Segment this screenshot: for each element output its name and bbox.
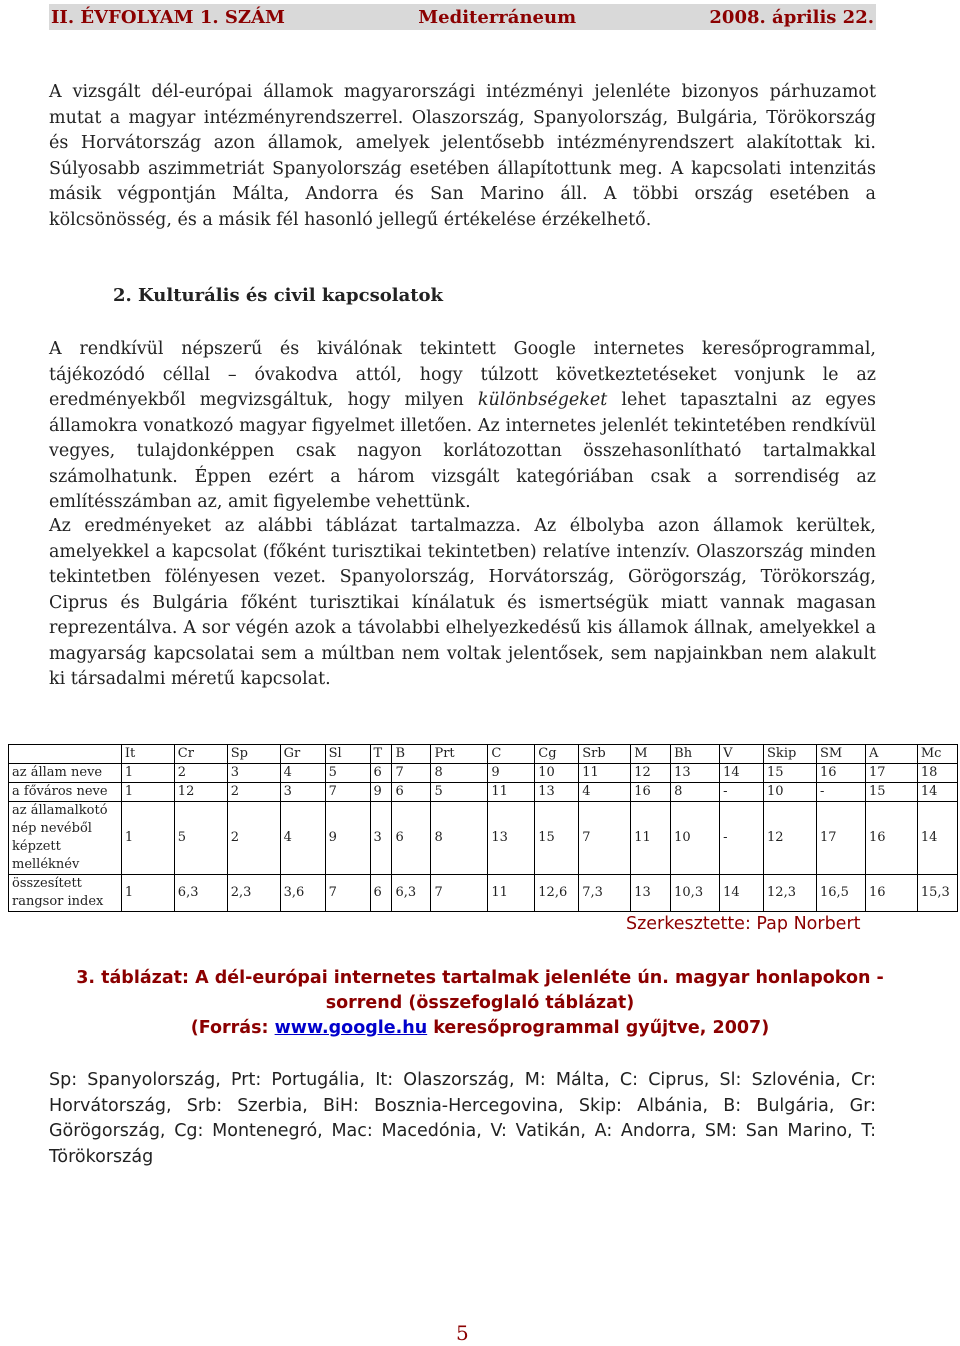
table-cell: 9: [370, 783, 392, 802]
table-cell: 14: [917, 783, 957, 802]
body-paragraph-1: [49, 337, 876, 516]
table-header-row: [9, 745, 958, 764]
table-cell: 14: [917, 802, 957, 875]
table-cell: 10: [671, 802, 720, 875]
table-cell: 15,3: [917, 875, 957, 912]
row-label: a főváros neve: [9, 783, 122, 802]
intro-paragraph: A vizsgált dél-európai államok magyarországi intézményi jelenléte bizonyos párhuzamot mutat a magyar intézményrendszerrel. Olaszország, Spanyolország, Bulgária, Törökország és Horvátország azon államok, amelyek jelentősebb intézményrendszert alakítottak ki. Súlyosabb aszimmetriát Spanyolország esetében állapítottunk meg. A kapcsolati intenzitás másik végpontján Málta, Andorra és San Marino áll. A többi ország esetében a kölcsönösség, és a másik fél hasonló jellegű értékelése érzékelhető.: [49, 82, 876, 230]
table-cell: 8: [431, 802, 488, 875]
table-cell: -: [720, 802, 764, 875]
table-cell: 13: [671, 764, 720, 783]
column-header: SM: [816, 745, 865, 764]
table-cell: 1: [121, 783, 174, 802]
table-cell: 5: [431, 783, 488, 802]
table-cell: 9: [325, 802, 370, 875]
table-body: [9, 764, 958, 912]
column-header: It: [121, 745, 174, 764]
column-header: Sl: [325, 745, 370, 764]
table-cell: 13: [488, 802, 535, 875]
table-row: [9, 875, 958, 912]
table-cell: 16: [816, 764, 865, 783]
column-header: Sp: [227, 745, 280, 764]
table-corner-cell: [9, 745, 122, 764]
table-cell: 9: [488, 764, 535, 783]
column-header: Gr: [280, 745, 325, 764]
table-cell: 3: [370, 802, 392, 875]
table-cell: 6,3: [392, 875, 431, 912]
table-cell: 2: [227, 802, 280, 875]
table-cell: 6: [392, 783, 431, 802]
body-paragraph-2: Az eredményeket az alábbi táblázat tartalmazza. Az élbolyba azon államok kerültek, amelyekkel a kapcsolat (főként turisztikai tekintetben) relatíve intenzív. Olaszország minden tekintetben fölényesen vezet. Spanyolország, Horvátország, Görögország, Törökország, Ciprus és Bulgária főként turisztikai kínálatuk és ismertségük miatt vannak magasan reprezentálva. A sor végén azok a távolabbi elhelyezkedésű kis államok állnak, amelyekkel a magyarság kapcsolatai sem a múltban nem voltak jelentősek, sem napjainkban nem alakult ki társadalmi méretű kapcsolat.: [49, 516, 876, 689]
column-header: Cr: [174, 745, 227, 764]
column-header: M: [631, 745, 671, 764]
table-cell: 15: [535, 802, 579, 875]
table-cell: 2: [174, 764, 227, 783]
table-cell: 16: [865, 802, 917, 875]
body-paragraph-1-end: lehet tapasztalni az egyes államokra vonatkozó magyar figyelmet illetően. Az internetes jelenlét tekintetében rendkívül vegyes, tulajdonképpen csak nagyon korlátozottan összehasonlítható tartalmakkal számolhatunk. Éppen ezért a három vizsgált kategóriában csak a sorrendiség az említésszámban az, amit figyelembe vehettünk.: [49, 390, 876, 512]
table-cell: 10,3: [671, 875, 720, 912]
table-cell: 13: [535, 783, 579, 802]
column-header: B: [392, 745, 431, 764]
editor-credit: Szerkesztette: Pap Norbert: [626, 914, 861, 934]
table-row: [9, 802, 958, 875]
row-label: az államalkotó nép nevéből képzett melléknév: [9, 802, 122, 875]
table-cell: 5: [174, 802, 227, 875]
table-cell: 16: [631, 783, 671, 802]
header-topic: Mediterráneum: [418, 6, 577, 28]
table-cell: 11: [631, 802, 671, 875]
table-row: [9, 783, 958, 802]
page-number: 5: [456, 1321, 469, 1345]
table-cell: -: [720, 783, 764, 802]
column-header: Skip: [764, 745, 817, 764]
table-cell: 4: [280, 802, 325, 875]
table-cell: 7: [325, 875, 370, 912]
caption-source-prefix: (Forrás:: [190, 1018, 275, 1038]
table-cell: 7: [579, 802, 631, 875]
table-cell: 14: [720, 875, 764, 912]
table-cell: 17: [816, 802, 865, 875]
table-cell: 8: [431, 764, 488, 783]
column-header: Cg: [535, 745, 579, 764]
column-header: Srb: [579, 745, 631, 764]
table-cell: 13: [631, 875, 671, 912]
caption-title: 3. táblázat: A dél-európai internetes tartalmak jelenléte ún. magyar honlapokon - sorrend (összefoglaló táblázat): [76, 968, 884, 1013]
table-cell: 17: [865, 764, 917, 783]
table-cell: 11: [579, 764, 631, 783]
table-cell: 2,3: [227, 875, 280, 912]
column-header: T: [370, 745, 392, 764]
table-cell: 11: [488, 875, 535, 912]
table-cell: 7: [392, 764, 431, 783]
column-header: Mc: [917, 745, 957, 764]
table-cell: -: [816, 783, 865, 802]
table-cell: 3: [227, 764, 280, 783]
table-cell: 15: [764, 764, 817, 783]
table-cell: 18: [917, 764, 957, 783]
table-cell: 12,3: [764, 875, 817, 912]
table-cell: 4: [579, 783, 631, 802]
table-cell: 2: [227, 783, 280, 802]
table-cell: 8: [671, 783, 720, 802]
table-cell: 6: [392, 802, 431, 875]
table-row: [9, 764, 958, 783]
row-label: összesített rangsor index: [9, 875, 122, 912]
column-header: Bh: [671, 745, 720, 764]
caption-source-suffix: keresőprogrammal gyűjtve, 2007): [427, 1018, 770, 1038]
caption-source: [60, 1016, 900, 1041]
body-paragraph-1-start: A rendkívül népszerű és kiválónak tekintett Google internetes keresőprogrammal, tájékozódó céllal – óvakodva attól, hogy túlzott következtetéseket vonjunk le az eredményekből megvizsgáltuk, hogy milyen: [49, 339, 876, 410]
header-volume: II. ÉVFOLYAM 1. SZÁM: [51, 6, 285, 28]
table-cell: 12,6: [535, 875, 579, 912]
table-cell: 14: [720, 764, 764, 783]
table-cell: 15: [865, 783, 917, 802]
table-cell: 1: [121, 802, 174, 875]
table-cell: 16,5: [816, 875, 865, 912]
column-header: C: [488, 745, 535, 764]
table-cell: 11: [488, 783, 535, 802]
table-cell: 10: [764, 783, 817, 802]
table-cell: 16: [865, 875, 917, 912]
table-cell: 12: [174, 783, 227, 802]
table-cell: 7: [325, 783, 370, 802]
table-cell: 4: [280, 764, 325, 783]
table-cell: 6,3: [174, 875, 227, 912]
body-paragraph-1-emphasis: különbségeket: [477, 390, 608, 410]
table-cell: 3,6: [280, 875, 325, 912]
table-cell: 10: [535, 764, 579, 783]
header-date: 2008. április 22.: [709, 6, 874, 28]
column-header: A: [865, 745, 917, 764]
table-cell: 6: [370, 875, 392, 912]
page-header: [49, 4, 876, 30]
table-cell: 7,3: [579, 875, 631, 912]
table-cell: 5: [325, 764, 370, 783]
table-cell: 12: [764, 802, 817, 875]
abbreviation-legend: Sp: Spanyolország, Prt: Portugália, It: Olaszország, M: Málta, C: Ciprus, Sl: Szlovénia, Cr: Horvátország, Srb: Szerbia, BiH: Bosznia-Hercegovina, Skip: Albánia, B: Bulgária, Gr: Görögország, Cg: Montenegró, Mac: Macedónia, V: Vatikán, A: Andorra, SM: San Marino, T: Törökország: [49, 1070, 876, 1167]
section-title: 2. Kulturális és civil kapcsolatok: [113, 285, 444, 306]
table-cell: 12: [631, 764, 671, 783]
google-link[interactable]: www.google.hu: [274, 1018, 428, 1038]
column-header: Prt: [431, 745, 488, 764]
table-cell: 1: [121, 764, 174, 783]
table-cell: 1: [121, 875, 174, 912]
table-caption: [60, 966, 900, 1041]
table-cell: 6: [370, 764, 392, 783]
row-label: az állam neve: [9, 764, 122, 783]
table-cell: 3: [280, 783, 325, 802]
ranking-table: [8, 744, 958, 912]
column-header: V: [720, 745, 764, 764]
table-cell: 7: [431, 875, 488, 912]
